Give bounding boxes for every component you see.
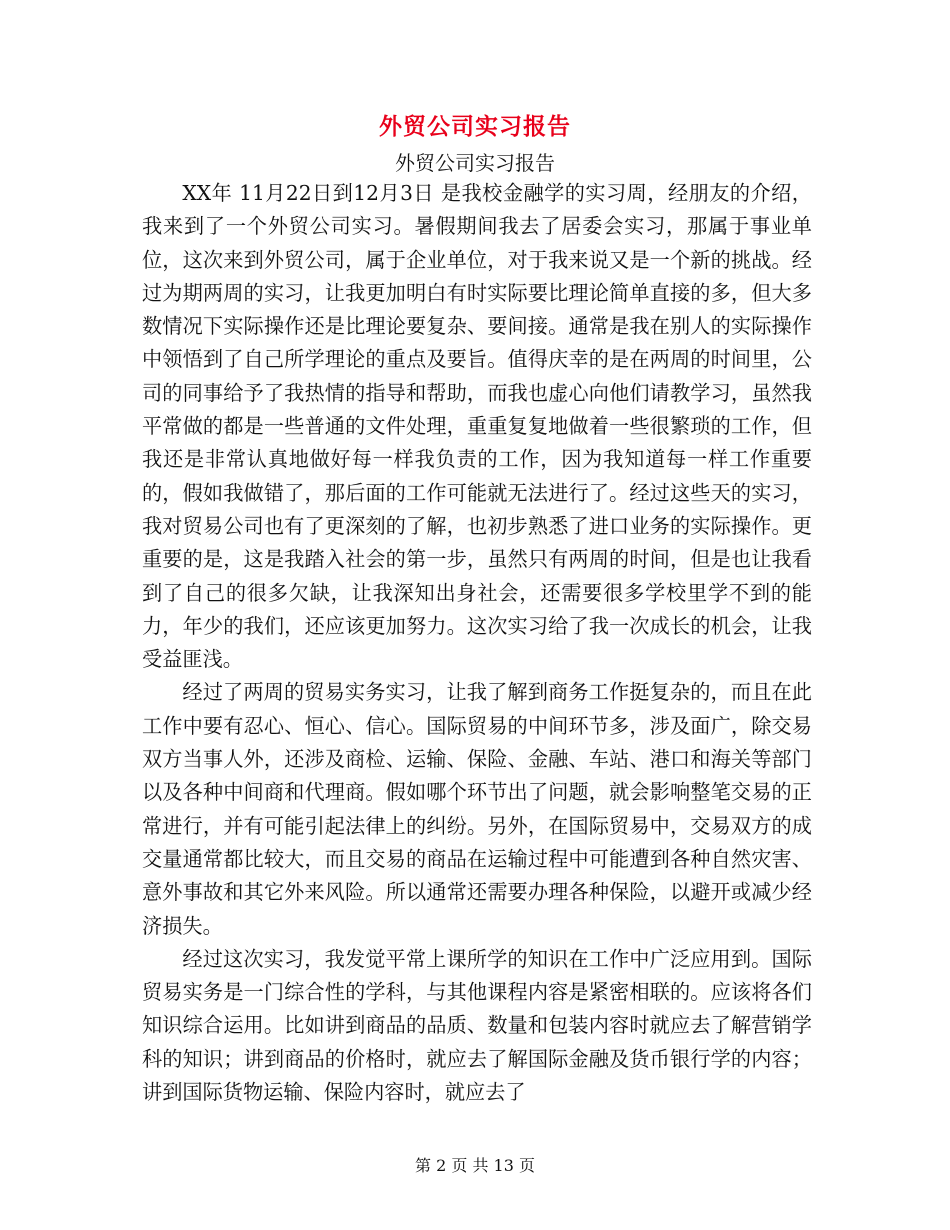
paragraph: XX年 11月22日到12月3日 是我校金融学的实习周，经朋友的介绍，我来到了一个外贸公司实习。暑假期间我去了居委会实习，那属于事业单位，这次来到外贸公司，属于企业单位，对于我来说又是一个新的挑战。经过为期两周的实习，让我更加明白有时实际要比理论简单直接的多，但大多数情况下实际操作还是比理论要复杂、要间接。通常是我在别人的实际操作中领悟到了自己所学理论的重点及要旨。值得庆幸的是在两周的时间里，公司的同事给予了我热情的指导和帮助，而我也虚心向他们请教学习，虽然我平常做的都是一些普通的文件处理，重重复复地做着一些很繁琐的工作，但我还是非常认真地做好每一样我负责的工作，因为我知道每一样工作重要的，假如我做错了，那后面的工作可能就无法进行了。经过这些天的实习，我对贸易公司也有了更深刻的了解，也初步熟悉了进口业务的实际操作。更重要的是，这是我踏入社会的第一步，虽然只有两周的时间，但是也让我看到了自己的很多欠缺，让我深知出身社会，还需要很多学校里学不到的能力，年少的我们，还应该更加努力。这次实习给了我一次成长的机会，让我受益匪浅。	[142, 181, 812, 672]
document-title: 外贸公司实习报告	[379, 113, 571, 140]
paragraph: 经过了两周的贸易实务实习，让我了解到商务工作挺复杂的，而且在此工作中要有忍心、恒心、信心。国际贸易的中间环节多，涉及面广，除交易双方当事人外，还涉及商检、运输、保险、金融、车站、港口和海关等部门以及各种中间商和代理商。假如哪个环节出了问题，就会影响整笔交易的正常进行，并有可能引起法律上的纠纷。另外，在国际贸易中，交易双方的成交量通常都比较大，而且交易的商品在运输过程中可能遭到各种自然灾害、意外事故和其它外来风险。所以通常还需要办理各种保险，以避开或减少经济损失。	[142, 680, 812, 938]
document-body	[142, 177, 812, 1109]
page-footer: 第 2 页 共 13 页	[415, 1156, 535, 1175]
paragraph: 经过这次实习，我发觉平常上课所学的知识在工作中广泛应用到。国际贸易实务是一门综合性的学科，与其他课程内容是紧密相联的。应该将各们知识综合运用。比如讲到商品的品质、数量和包装内容时就应去了解营销学科的知识；讲到商品的价格时，就应去了解国际金融及货币银行学的内容；讲到国际货物运输、保险内容时，就应去了	[142, 946, 812, 1105]
document-subtitle: 外贸公司实习报告	[395, 151, 555, 175]
